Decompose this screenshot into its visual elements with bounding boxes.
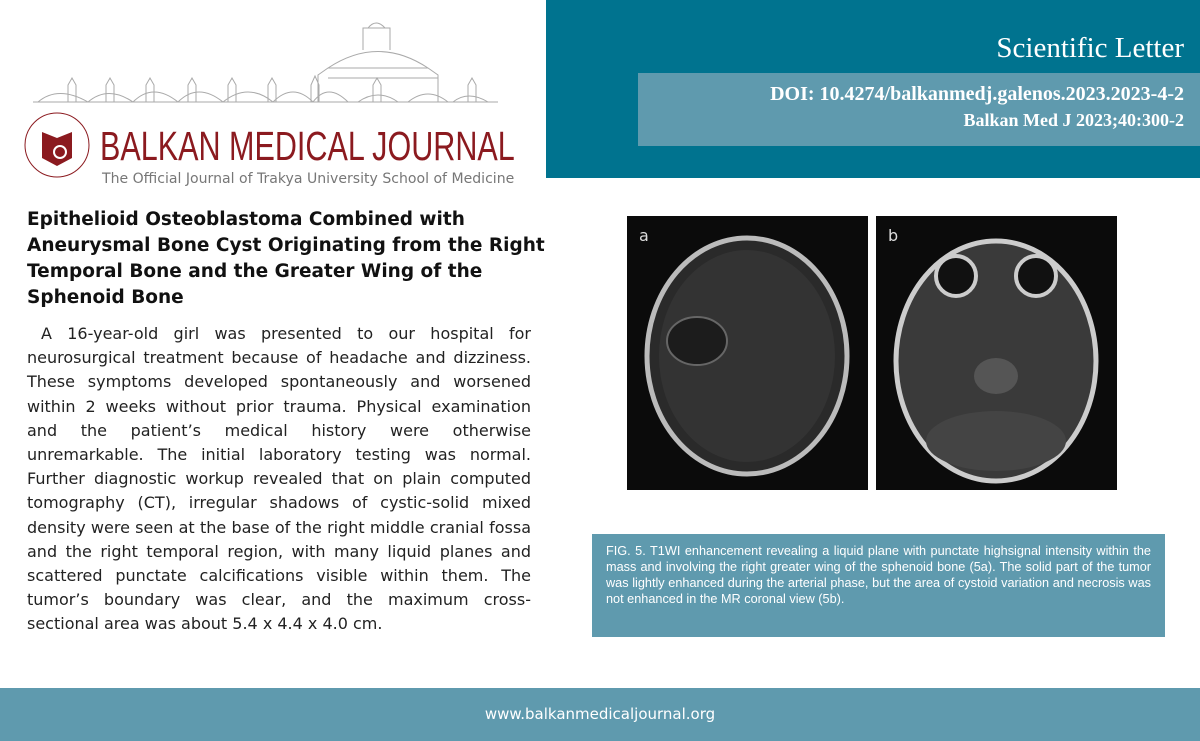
article-title: Epithelioid Osteoblastoma Combined with Aneurysmal Bone Cyst Originating from the Right Temporal Bone and the Greater Wing of the Sphenoid Bone: [27, 209, 545, 308]
journal-logo: [28, 10, 528, 185]
doi[interactable]: DOI: 10.4274/balkanmedj.galenos.2023.2023-4-2: [770, 83, 1184, 105]
article-header: [546, 0, 1200, 178]
panel-label-a: a: [639, 226, 649, 245]
journal-subtitle: The Official Journal of Trakya University School of Medicine: [102, 171, 515, 187]
article-type: Scientific Letter: [996, 32, 1184, 64]
journal-name: BALKAN MEDICAL JOURNAL: [100, 123, 515, 169]
mri-axial-image-b: [876, 216, 1117, 490]
mri-panel-b: [876, 216, 1117, 490]
article-body: A 16-year-old girl was presented to our hospital for neurosurgical treatment because of headache and dizziness. These symptoms developed spontaneously and worsened within 2 weeks without prior trauma. Physical examination and the patient’s medical history were otherwise unremarkable. The initial laboratory testing was normal. Further diagnostic workup revealed that on plain computed tomography (CT), irregular shadows of cystic-solid mixed density were seen at the base of the right middle cranial fossa and the right temporal region, with many liquid planes and scattered punctate calcifications visible within them. The tumor’s boundary was clear, and the maximum cross-sectional area was about 5.4 x 4.4 x 4.0 cm.: [27, 324, 531, 634]
journal-url[interactable]: www.balkanmedicaljournal.org: [484, 705, 716, 723]
journal-seal-icon: [22, 110, 92, 180]
panel-label-b: b: [888, 226, 899, 245]
mri-axial-image-a: [627, 216, 868, 490]
building-skyline-illustration: [28, 10, 528, 120]
citation: Balkan Med J 2023;40:300-2: [963, 110, 1184, 130]
figure-caption: FIG. 5. T1WI enhancement revealing a liquid plane with punctate highsignal intensity within the mass and involving the right greater wing of the sphenoid bone (5a). The solid part of the tumor was lightly enhanced during the arterial phase, but the area of cystoid variation and necrosis was not enhanced in the MR coronal view (5b).: [592, 534, 1165, 637]
mri-panel-a: [627, 216, 868, 490]
doi-box: [638, 73, 1200, 146]
footer-bar: [0, 688, 1200, 741]
mri-figure: [627, 216, 1117, 490]
